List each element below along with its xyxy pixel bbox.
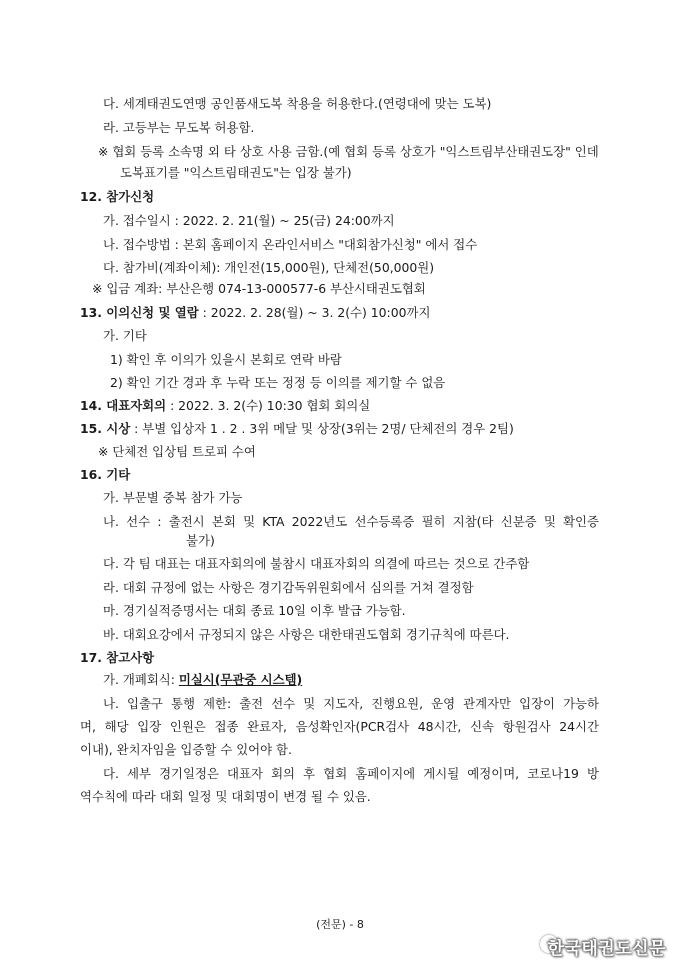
text-line: 다. 세계태권도연맹 공인품새도복 착용을 허용한다.(연령대에 맞는 도복): [103, 96, 492, 111]
text-line: 불가): [186, 533, 215, 548]
text-line: ※ 입금 계좌: 부산은행 074-13-000577-6 부산시태권도협회: [92, 281, 426, 296]
text-line: 라. 대회 규정에 없는 사항은 경기감독위원회에서 심의를 거쳐 결정함: [103, 580, 474, 595]
section-line: [80, 305, 430, 321]
page-footer: (전문) - 8: [316, 918, 364, 931]
text-line: 나. 입출구 통행 제한: 출전 선수 및 지도자, 진행요원, 운영 관계자만 입장이 가능하: [103, 696, 599, 711]
text-line: ※ 단체전 입상팀 트로피 수여: [98, 444, 256, 459]
text-line: 1) 확인 후 이의가 있을시 본회로 연락 바람: [110, 352, 342, 367]
text-line: 나. 선수 : 출전시 본회 및 KTA 2022년도 선수등록증 필히 지참(타 신분증 및 확인증: [103, 514, 599, 529]
text-line: [103, 672, 302, 688]
text-line: 나. 접수방법 : 본회 홈페이지 온라인서비스 "대회참가신청" 에서 접수: [103, 237, 478, 252]
text-line: 다. 참가비(계좌이체): 개인전(15,000원), 단체전(50,000원): [103, 260, 435, 275]
text-line: 바. 대회요강에서 규정되지 않은 사항은 대한태권도협회 경기규칙에 따른다.: [103, 627, 510, 642]
text-line: 역수칙에 따라 대회 일정 및 대회명이 변경 될 수 있음.: [80, 789, 371, 804]
text-line: 가. 부문별 중복 참가 가능: [103, 490, 243, 505]
section-heading: 16. 기타: [80, 467, 131, 482]
section-line: [80, 398, 370, 414]
text-line: 이내), 완치자임을 입증할 수 있어야 함.: [80, 742, 292, 757]
section-heading: 17. 참고사항: [80, 650, 155, 665]
emphasis-text: 미실시(무관중 시스템): [178, 672, 303, 687]
text-line: ※ 협회 등록 소속명 외 타 상호 사용 금함.(예 협회 등록 상호가 "익스트림부산태권도장" 인데: [98, 144, 599, 159]
text-line: 다. 각 팀 대표는 대표자회의에 불참시 대표자회의 의결에 따르는 것으로 간주함: [103, 556, 530, 571]
text-line: 도복표기를 "익스트림태권도"는 입장 불가): [120, 165, 352, 180]
text-line: 가. 접수일시 : 2022. 2. 21(월) ~ 25(금) 24:00까지: [103, 213, 395, 228]
text-line: 2) 확인 기간 경과 후 누락 또는 정정 등 이의를 제기할 수 없음: [110, 375, 446, 390]
section-text: : 2022. 2. 28(월) ~ 3. 2(수) 10:00까지: [198, 305, 431, 320]
section-heading: 14. 대표자회의: [80, 398, 167, 413]
section-heading: 12. 참가신청: [80, 189, 155, 204]
section-heading: 13. 이의신청 및 열람: [80, 305, 199, 320]
section-heading: 15. 시상: [80, 421, 131, 436]
text-label: 가. 개폐회식:: [103, 672, 179, 687]
watermark: 한국태권도신문: [547, 939, 666, 959]
section-text: : 2022. 3. 2(수) 10:30 협회 회의실: [166, 398, 371, 413]
text-line: 다. 세부 경기일정은 대표자 회의 후 협회 홈페이지에 게시될 예정이며, 코로나19 방: [103, 766, 599, 781]
text-line: 마. 경기실적증명서는 대회 종료 10일 이후 발급 가능함.: [103, 603, 406, 618]
section-text: : 부별 입상자 1 . 2 . 3위 메달 및 상장(3위는 2명/ 단체전의 경우 2팀): [130, 421, 514, 436]
text-line: 며, 해당 입장 인원은 접종 완료자, 음성확인자(PCR검사 48시간, 신속 항원검사 24시간: [80, 719, 599, 734]
section-line: [80, 421, 514, 437]
text-line: 라. 고등부는 무도복 허용함.: [103, 120, 255, 135]
text-line: 가. 기타: [103, 328, 147, 343]
